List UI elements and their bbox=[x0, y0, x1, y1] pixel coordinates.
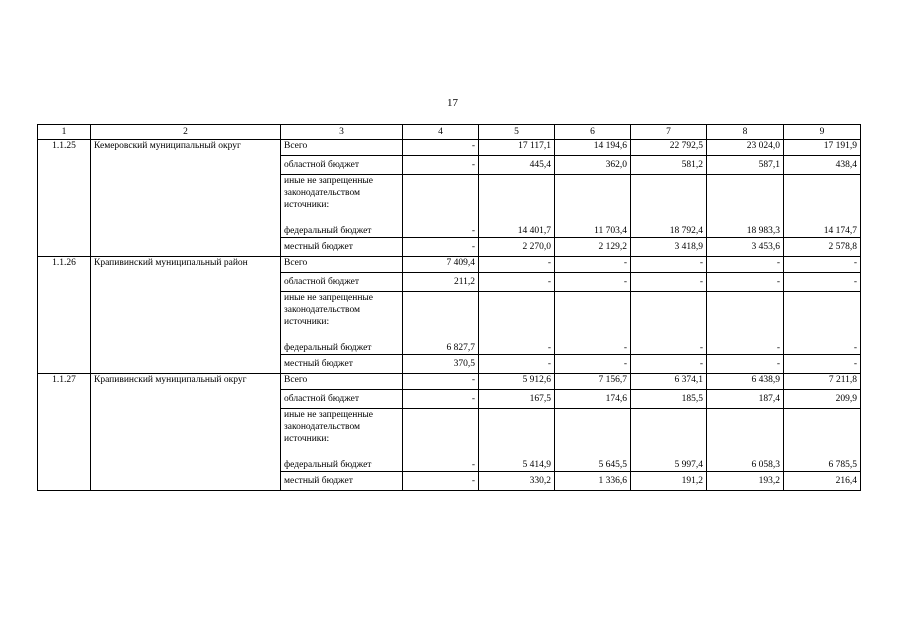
column-header: 2 bbox=[91, 125, 281, 140]
amount-cell: 187,4 bbox=[707, 390, 784, 409]
amount-cell: 587,1 bbox=[707, 156, 784, 175]
amount-cell: 191,2 bbox=[631, 472, 707, 491]
amount-cell: 6 058,3 bbox=[707, 453, 784, 472]
amount-cell bbox=[403, 409, 479, 454]
amount-cell: 1 336,6 bbox=[555, 472, 631, 491]
amount-cell: 6 374,1 bbox=[631, 374, 707, 390]
amount-cell: 6 785,5 bbox=[784, 453, 861, 472]
amount-cell: 14 194,6 bbox=[555, 140, 631, 156]
funding-source: иные не запрещенные законодательством источники: bbox=[281, 409, 403, 454]
amount-cell: - bbox=[784, 355, 861, 374]
amount-cell bbox=[784, 175, 861, 220]
amount-cell bbox=[707, 175, 784, 220]
funding-source: местный бюджет bbox=[281, 238, 403, 257]
amount-cell: - bbox=[403, 390, 479, 409]
amount-cell: - bbox=[784, 257, 861, 273]
column-header: 8 bbox=[707, 125, 784, 140]
amount-cell: 370,5 bbox=[403, 355, 479, 374]
amount-cell bbox=[555, 409, 631, 454]
amount-cell: 17 117,1 bbox=[479, 140, 555, 156]
amount-cell: 7 156,7 bbox=[555, 374, 631, 390]
amount-cell: 5 414,9 bbox=[479, 453, 555, 472]
amount-cell: - bbox=[479, 336, 555, 355]
amount-cell: 216,4 bbox=[784, 472, 861, 491]
funding-source: областной бюджет bbox=[281, 156, 403, 175]
amount-cell: - bbox=[403, 156, 479, 175]
amount-cell: - bbox=[403, 219, 479, 238]
table-row bbox=[38, 374, 861, 390]
amount-cell: - bbox=[707, 355, 784, 374]
amount-cell: 5 645,5 bbox=[555, 453, 631, 472]
amount-cell: - bbox=[403, 140, 479, 156]
amount-cell: - bbox=[403, 238, 479, 257]
column-header: 3 bbox=[281, 125, 403, 140]
amount-cell: 14 174,7 bbox=[784, 219, 861, 238]
funding-source: Всего bbox=[281, 374, 403, 390]
column-header: 5 bbox=[479, 125, 555, 140]
amount-cell: 7 409,4 bbox=[403, 257, 479, 273]
amount-cell bbox=[403, 292, 479, 337]
amount-cell: - bbox=[479, 355, 555, 374]
table-row bbox=[38, 140, 861, 156]
column-header: 1 bbox=[38, 125, 91, 140]
amount-cell: 193,2 bbox=[707, 472, 784, 491]
funding-source: местный бюджет bbox=[281, 472, 403, 491]
amount-cell: 581,2 bbox=[631, 156, 707, 175]
amount-cell: 7 211,8 bbox=[784, 374, 861, 390]
column-header: 6 bbox=[555, 125, 631, 140]
amount-cell: 6 438,9 bbox=[707, 374, 784, 390]
column-header: 9 bbox=[784, 125, 861, 140]
amount-cell: 11 703,4 bbox=[555, 219, 631, 238]
header-row bbox=[38, 125, 861, 140]
amount-cell: 3 453,6 bbox=[707, 238, 784, 257]
amount-cell: 6 827,7 bbox=[403, 336, 479, 355]
column-header: 7 bbox=[631, 125, 707, 140]
amount-cell: 211,2 bbox=[403, 273, 479, 292]
amount-cell bbox=[555, 292, 631, 337]
amount-cell: 167,5 bbox=[479, 390, 555, 409]
amount-cell: 22 792,5 bbox=[631, 140, 707, 156]
amount-cell: 209,9 bbox=[784, 390, 861, 409]
amount-cell: 2 129,2 bbox=[555, 238, 631, 257]
amount-cell: 5 997,4 bbox=[631, 453, 707, 472]
municipality-name: Крапивинский муниципальный район bbox=[91, 257, 281, 374]
amount-cell: - bbox=[479, 273, 555, 292]
amount-cell bbox=[479, 175, 555, 220]
amount-cell bbox=[479, 409, 555, 454]
amount-cell: - bbox=[631, 257, 707, 273]
amount-cell: 5 912,6 bbox=[479, 374, 555, 390]
table-row bbox=[38, 257, 861, 273]
amount-cell: - bbox=[403, 453, 479, 472]
amount-cell bbox=[707, 409, 784, 454]
amount-cell: 330,2 bbox=[479, 472, 555, 491]
amount-cell: - bbox=[707, 257, 784, 273]
funding-source: областной бюджет bbox=[281, 390, 403, 409]
amount-cell: - bbox=[631, 273, 707, 292]
municipality-name: Кемеровский муниципальный округ bbox=[91, 140, 281, 257]
row-code: 1.1.25 bbox=[38, 140, 91, 257]
page-number: 17 bbox=[447, 97, 458, 109]
amount-cell bbox=[784, 409, 861, 454]
amount-cell: 14 401,7 bbox=[479, 219, 555, 238]
amount-cell: 3 418,9 bbox=[631, 238, 707, 257]
column-header: 4 bbox=[403, 125, 479, 140]
funding-source: областной бюджет bbox=[281, 273, 403, 292]
amount-cell: 17 191,9 bbox=[784, 140, 861, 156]
amount-cell: - bbox=[479, 257, 555, 273]
amount-cell bbox=[707, 292, 784, 337]
funding-source: федеральный бюджет bbox=[281, 336, 403, 355]
amount-cell: 2 578,8 bbox=[784, 238, 861, 257]
funding-source: Всего bbox=[281, 140, 403, 156]
funding-source: федеральный бюджет bbox=[281, 219, 403, 238]
amount-cell: 174,6 bbox=[555, 390, 631, 409]
funding-source: федеральный бюджет bbox=[281, 453, 403, 472]
amount-cell bbox=[403, 175, 479, 220]
amount-cell: - bbox=[555, 336, 631, 355]
funding-source: иные не запрещенные законодательством источники: bbox=[281, 292, 403, 337]
amount-cell bbox=[631, 175, 707, 220]
row-code: 1.1.27 bbox=[38, 374, 91, 491]
amount-cell: - bbox=[555, 273, 631, 292]
amount-cell bbox=[631, 292, 707, 337]
amount-cell: - bbox=[784, 273, 861, 292]
amount-cell: - bbox=[403, 472, 479, 491]
amount-cell: - bbox=[555, 257, 631, 273]
funding-source: иные не запрещенные законодательством источники: bbox=[281, 175, 403, 220]
amount-cell: 445,4 bbox=[479, 156, 555, 175]
funding-source: местный бюджет bbox=[281, 355, 403, 374]
amount-cell: 438,4 bbox=[784, 156, 861, 175]
amount-cell: 2 270,0 bbox=[479, 238, 555, 257]
budget-table bbox=[37, 124, 861, 491]
amount-cell: 185,5 bbox=[631, 390, 707, 409]
amount-cell bbox=[555, 175, 631, 220]
amount-cell bbox=[479, 292, 555, 337]
amount-cell: - bbox=[631, 355, 707, 374]
amount-cell: 18 983,3 bbox=[707, 219, 784, 238]
amount-cell: - bbox=[707, 336, 784, 355]
amount-cell: - bbox=[707, 273, 784, 292]
amount-cell: 362,0 bbox=[555, 156, 631, 175]
funding-source: Всего bbox=[281, 257, 403, 273]
amount-cell bbox=[631, 409, 707, 454]
amount-cell: - bbox=[403, 374, 479, 390]
amount-cell: - bbox=[555, 355, 631, 374]
amount-cell: - bbox=[631, 336, 707, 355]
municipality-name: Крапивинский муниципальный округ bbox=[91, 374, 281, 491]
row-code: 1.1.26 bbox=[38, 257, 91, 374]
amount-cell bbox=[784, 292, 861, 337]
amount-cell: - bbox=[784, 336, 861, 355]
amount-cell: 18 792,4 bbox=[631, 219, 707, 238]
amount-cell: 23 024,0 bbox=[707, 140, 784, 156]
